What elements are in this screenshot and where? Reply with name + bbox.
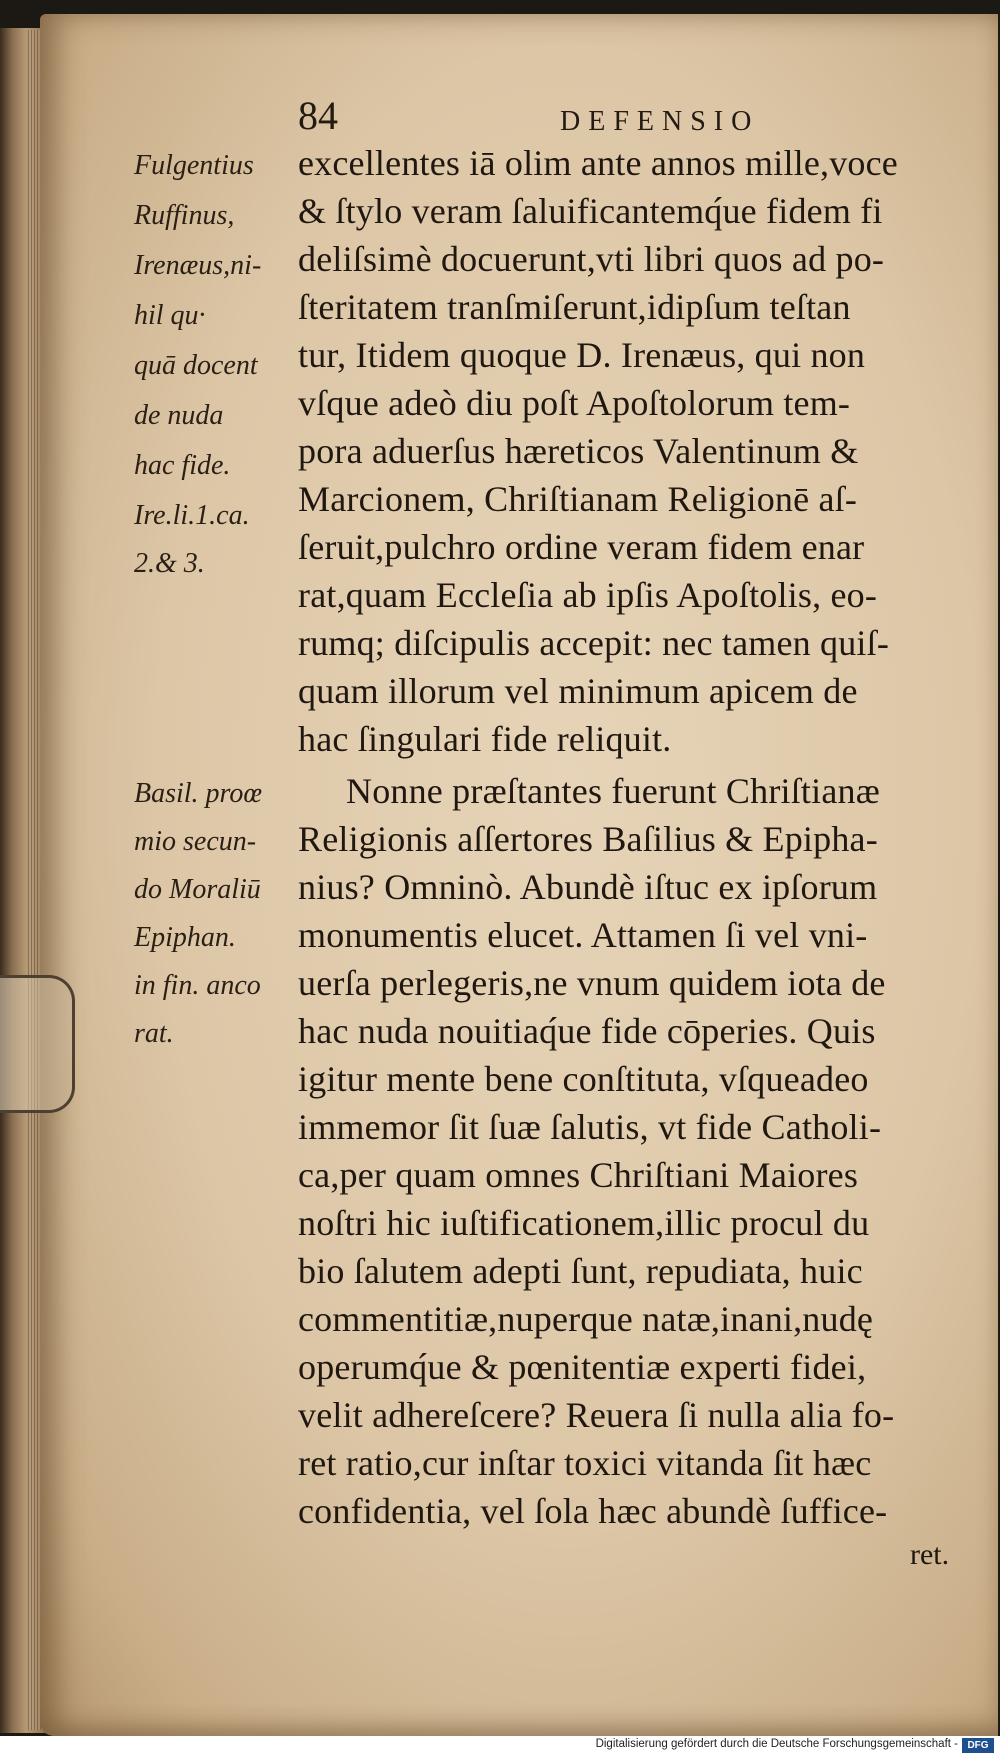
text-line: hac nuda nouitiaq́ue fide cōperies. Quis <box>298 1011 876 1051</box>
margin-note: Epiphan. <box>134 922 236 953</box>
text-line: quam illorum vel minimum apicem de <box>298 671 858 711</box>
text-line: ret ratio,cur inſtar toxici vitanda ſit hæc <box>298 1443 872 1483</box>
text-line: Marcionem, Chriſtianam Religionē aſ- <box>298 479 858 519</box>
text-line: Nonne præſtantes fuerunt Chriſtianæ <box>346 771 880 811</box>
text-line: vſque adeò diu poſt Apoſtolorum tem- <box>298 383 851 423</box>
text-line: rat,quam Eccleſia ab ipſis Apoſtolis, eo- <box>298 575 878 615</box>
text-line: ſeruit,pulchro ordine veram fidem enar <box>298 527 865 567</box>
text-line: ca,per quam omnes Chriſtiani Maiores <box>298 1155 859 1195</box>
text-line: monumentis elucet. Attamen ſi vel vni- <box>298 915 868 955</box>
bookmark-ribbon <box>0 975 75 1113</box>
text-line: uerſa perlegeris,ne vnum quidem iota de <box>298 963 886 1003</box>
margin-note: mio secun- <box>134 826 257 857</box>
text-line: bio ſalutem adepti ſunt, repudiata, huic <box>298 1251 863 1291</box>
text-line: pora aduerſus hæreticos Valentinum & <box>298 431 859 471</box>
text-line: ſteritatem tranſmiſerunt,idipſum teſtan <box>298 287 851 327</box>
text-line: operumq́ue & pœnitentiæ experti fidei, <box>298 1347 867 1387</box>
text-line: excellentes iā olim ante annos mille,voce <box>298 143 898 183</box>
text-line: igitur mente bene conſtituta, vſqueadeo <box>298 1059 869 1099</box>
text-line: commentitiæ,nuperque natæ,inani,nudę <box>298 1299 874 1339</box>
text-line: deliſsimè docuerunt,vti libri quos ad po- <box>298 239 885 279</box>
page-number: 84 <box>298 93 338 138</box>
dfg-logo: DFG <box>962 1738 994 1753</box>
margin-note: Basil. proœ <box>134 778 263 809</box>
text-line: hac ſingulari fide reliquit. <box>298 719 672 759</box>
text-line: immemor ſit ſuæ ſalutis, vt fide Catholi- <box>298 1107 882 1147</box>
margin-note: hac fide. <box>134 450 231 481</box>
margin-note: Ruffinus, <box>134 200 235 231</box>
page-header <box>0 92 1000 142</box>
catchword: ret. <box>910 1538 950 1571</box>
text-line: nius? Omninò. Abundè iſtuc ex ipſorum <box>298 867 878 907</box>
text-line: tur, Itidem quoque D. Irenæus, qui non <box>298 335 866 375</box>
running-head: DEFENSIO <box>560 106 760 137</box>
text-line: rumq; diſcipulis accepit: nec tamen quiſ- <box>298 623 890 663</box>
text-line: confidentia, vel ſola hæc abundè ſuffice- <box>298 1491 888 1531</box>
margin-note: de nuda <box>134 400 224 431</box>
margin-note: do Moraliū <box>134 874 261 905</box>
text-line: velit adhereſcere? Reuera ſi nulla alia fo- <box>298 1395 895 1435</box>
text-line: & ſtylo veram ſaluificantemq́ue fidem fi <box>298 191 883 231</box>
margin-note: in fin. anco <box>134 970 261 1001</box>
margin-note: quā docent <box>134 350 258 381</box>
margin-note: Irenæus,ni- <box>134 250 262 281</box>
margin-note: 2.& 3. <box>134 548 205 579</box>
footer-credit: Digitalisierung gefördert durch die Deutsche Forschungsgemeinschaft - <box>595 1738 958 1750</box>
margin-note: Fulgentius <box>134 150 254 181</box>
margin-note: rat. <box>134 1018 174 1049</box>
margin-note: Ire.li.1.ca. <box>134 500 250 531</box>
text-line: noſtri hic iuſtificationem,illic procul du <box>298 1203 870 1243</box>
digitization-footer <box>0 1736 1000 1756</box>
text-line: Religionis aſſertores Baſilius & Epipha- <box>298 819 878 859</box>
margin-note: hil qu· <box>134 300 206 331</box>
